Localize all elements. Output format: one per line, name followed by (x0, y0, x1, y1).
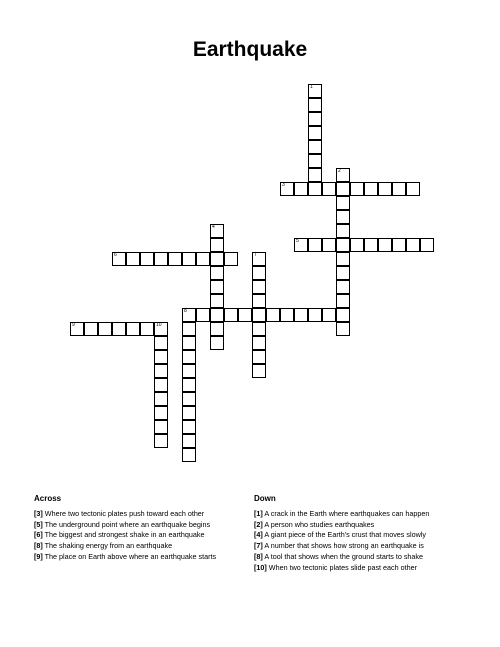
crossword-cell[interactable] (196, 308, 210, 322)
crossword-cell[interactable] (154, 322, 168, 336)
clue-number: 2 (338, 168, 341, 174)
crossword-cell[interactable] (182, 448, 196, 462)
crossword-cell[interactable] (84, 322, 98, 336)
crossword-cell[interactable] (182, 434, 196, 448)
crossword-cell[interactable] (322, 182, 336, 196)
clue-text: A giant piece of the Earth's crust that moves slowly (262, 530, 426, 540)
crossword-cell[interactable] (140, 322, 154, 336)
crossword-cell[interactable] (154, 378, 168, 392)
crossword-cell[interactable] (126, 322, 140, 336)
crossword-cell[interactable] (280, 308, 294, 322)
crossword-cell[interactable] (196, 252, 210, 266)
clue-text: When two tectonic plates slide past each other (266, 562, 418, 572)
down-clue (254, 563, 429, 574)
crossword-cell[interactable] (210, 308, 224, 322)
clue-number: 1 (310, 84, 313, 90)
crossword-cell[interactable] (252, 364, 266, 378)
crossword-cell[interactable] (308, 126, 322, 140)
crossword-cell[interactable] (182, 308, 196, 322)
crossword-cell[interactable] (210, 336, 224, 350)
crossword-cell[interactable] (182, 378, 196, 392)
clue-text: A tool that shows when the ground starts to shake (262, 551, 424, 561)
crossword-cell[interactable] (112, 252, 126, 266)
crossword-cell[interactable] (168, 252, 182, 266)
clue-number: 5 (296, 238, 299, 244)
crossword-cell[interactable] (126, 252, 140, 266)
crossword-cell[interactable] (322, 238, 336, 252)
crossword-cell[interactable] (252, 280, 266, 294)
crossword-cell[interactable] (322, 308, 336, 322)
crossword-cell[interactable] (210, 224, 224, 238)
clue-number: 3 (282, 182, 285, 188)
crossword-cell[interactable] (252, 322, 266, 336)
clue-text: The shaking energy from an earthquake (42, 541, 173, 551)
clue-number-label: [1] (254, 509, 263, 518)
crossword-cell[interactable] (406, 238, 420, 252)
clue-text: The underground point where an earthquake begins (42, 519, 211, 529)
down-clue (254, 552, 429, 563)
across-clue (34, 509, 216, 520)
crossword-cell[interactable] (336, 266, 350, 280)
crossword-cell[interactable] (308, 168, 322, 182)
crossword-cell[interactable] (98, 322, 112, 336)
crossword-cell[interactable] (308, 182, 322, 196)
down-clue-list (254, 509, 429, 573)
crossword-cell[interactable] (336, 322, 350, 336)
crossword-cell[interactable] (294, 238, 308, 252)
crossword-cell[interactable] (308, 154, 322, 168)
crossword-cell[interactable] (252, 308, 266, 322)
crossword-cell[interactable] (154, 406, 168, 420)
crossword-cell[interactable] (154, 336, 168, 350)
crossword-cell[interactable] (182, 252, 196, 266)
crossword-cell[interactable] (336, 308, 350, 322)
clue-text: A number that shows how strong an earthquake is (262, 541, 424, 551)
clue-text: A crack in the Earth where earthquakes can happen (262, 509, 430, 518)
crossword-cell[interactable] (336, 294, 350, 308)
crossword-cell[interactable] (308, 238, 322, 252)
across-clue (34, 530, 216, 541)
crossword-cell[interactable] (336, 182, 350, 196)
crossword-cell[interactable] (378, 238, 392, 252)
clue-number: 4 (212, 224, 215, 230)
clue-number: 8 (184, 308, 187, 314)
crossword-cell[interactable] (336, 196, 350, 210)
clue-number: 7 (254, 252, 257, 258)
clue-number: 9 (72, 322, 75, 328)
crossword-cell[interactable] (224, 308, 238, 322)
clue-number-label: [3] (34, 509, 43, 518)
crossword-cell[interactable] (378, 182, 392, 196)
clue-text: Where two tectonic plates push toward each other (42, 509, 205, 518)
crossword-cell[interactable] (336, 280, 350, 294)
clue-text: The biggest and strongest shake in an earthquake (42, 530, 205, 540)
across-heading: Across (34, 494, 62, 503)
crossword-cell[interactable] (154, 252, 168, 266)
crossword-cell[interactable] (336, 210, 350, 224)
down-clue (254, 541, 429, 552)
crossword-cell[interactable] (392, 238, 406, 252)
clue-text: The place on Earth above where an earthquake starts (42, 551, 217, 561)
crossword-cell[interactable] (252, 294, 266, 308)
crossword-cell[interactable] (406, 182, 420, 196)
across-clue (34, 520, 216, 531)
crossword-cell[interactable] (154, 364, 168, 378)
down-heading: Down (254, 494, 276, 503)
crossword-cell[interactable] (294, 182, 308, 196)
crossword-cell[interactable] (210, 266, 224, 280)
clue-number-label: [8] (34, 541, 43, 551)
crossword-cell[interactable] (210, 280, 224, 294)
crossword-cell[interactable] (308, 140, 322, 154)
crossword-cell[interactable] (308, 98, 322, 112)
across-clue (34, 541, 216, 552)
crossword-cell[interactable] (350, 238, 364, 252)
crossword-cell[interactable] (266, 308, 280, 322)
clue-number: 6 (114, 252, 117, 258)
crossword-cell[interactable] (420, 238, 434, 252)
crossword-cell[interactable] (154, 420, 168, 434)
crossword-cell[interactable] (336, 252, 350, 266)
crossword-cell[interactable] (336, 238, 350, 252)
clue-number-label: [9] (34, 551, 43, 561)
down-clue (254, 530, 429, 541)
across-clue (34, 552, 216, 563)
clue-number-label: [6] (34, 530, 43, 540)
crossword-cell[interactable] (140, 252, 154, 266)
crossword-cell[interactable] (252, 252, 266, 266)
crossword-cell[interactable] (364, 182, 378, 196)
crossword-cell[interactable] (210, 322, 224, 336)
across-clue-list (34, 509, 216, 563)
clue-text: A person who studies earthquakes (262, 519, 375, 529)
crossword-cell[interactable] (350, 182, 364, 196)
clue-number-label: [7] (254, 541, 263, 551)
crossword-cell[interactable] (182, 406, 196, 420)
crossword-cell[interactable] (392, 182, 406, 196)
crossword-cell[interactable] (154, 392, 168, 406)
crossword-cell[interactable] (308, 308, 322, 322)
crossword-cell[interactable] (308, 112, 322, 126)
clue-number-label: [4] (254, 530, 263, 540)
crossword-cell[interactable] (182, 350, 196, 364)
clue-number-label: [2] (254, 519, 263, 529)
crossword-cell[interactable] (336, 224, 350, 238)
crossword-cell[interactable] (182, 364, 196, 378)
crossword-cell[interactable] (308, 84, 322, 98)
crossword-cell[interactable] (252, 350, 266, 364)
crossword-cell[interactable] (336, 168, 350, 182)
crossword-cell[interactable] (224, 252, 238, 266)
crossword-cell[interactable] (210, 294, 224, 308)
puzzle-title: Earthquake (192, 38, 308, 61)
crossword-cell[interactable] (210, 252, 224, 266)
crossword-cell[interactable] (182, 420, 196, 434)
crossword-cell[interactable] (154, 350, 168, 364)
crossword-cell[interactable] (210, 238, 224, 252)
crossword-cell[interactable] (294, 308, 308, 322)
crossword-cell[interactable] (154, 434, 168, 448)
clue-number-label: [5] (34, 519, 43, 529)
crossword-cell[interactable] (182, 392, 196, 406)
down-clue (254, 520, 429, 531)
crossword-cell[interactable] (364, 238, 378, 252)
crossword-cell[interactable] (182, 336, 196, 350)
crossword-cell[interactable] (112, 322, 126, 336)
crossword-cell[interactable] (238, 308, 252, 322)
clue-number-label: [10] (254, 562, 267, 572)
clue-number-label: [8] (254, 551, 263, 561)
crossword-cell[interactable] (252, 266, 266, 280)
crossword-cell[interactable] (280, 182, 294, 196)
down-clue (254, 509, 429, 520)
crossword-cell[interactable] (252, 336, 266, 350)
crossword-cell[interactable] (182, 322, 196, 336)
clue-number: 10 (156, 322, 162, 328)
crossword-cell[interactable] (70, 322, 84, 336)
